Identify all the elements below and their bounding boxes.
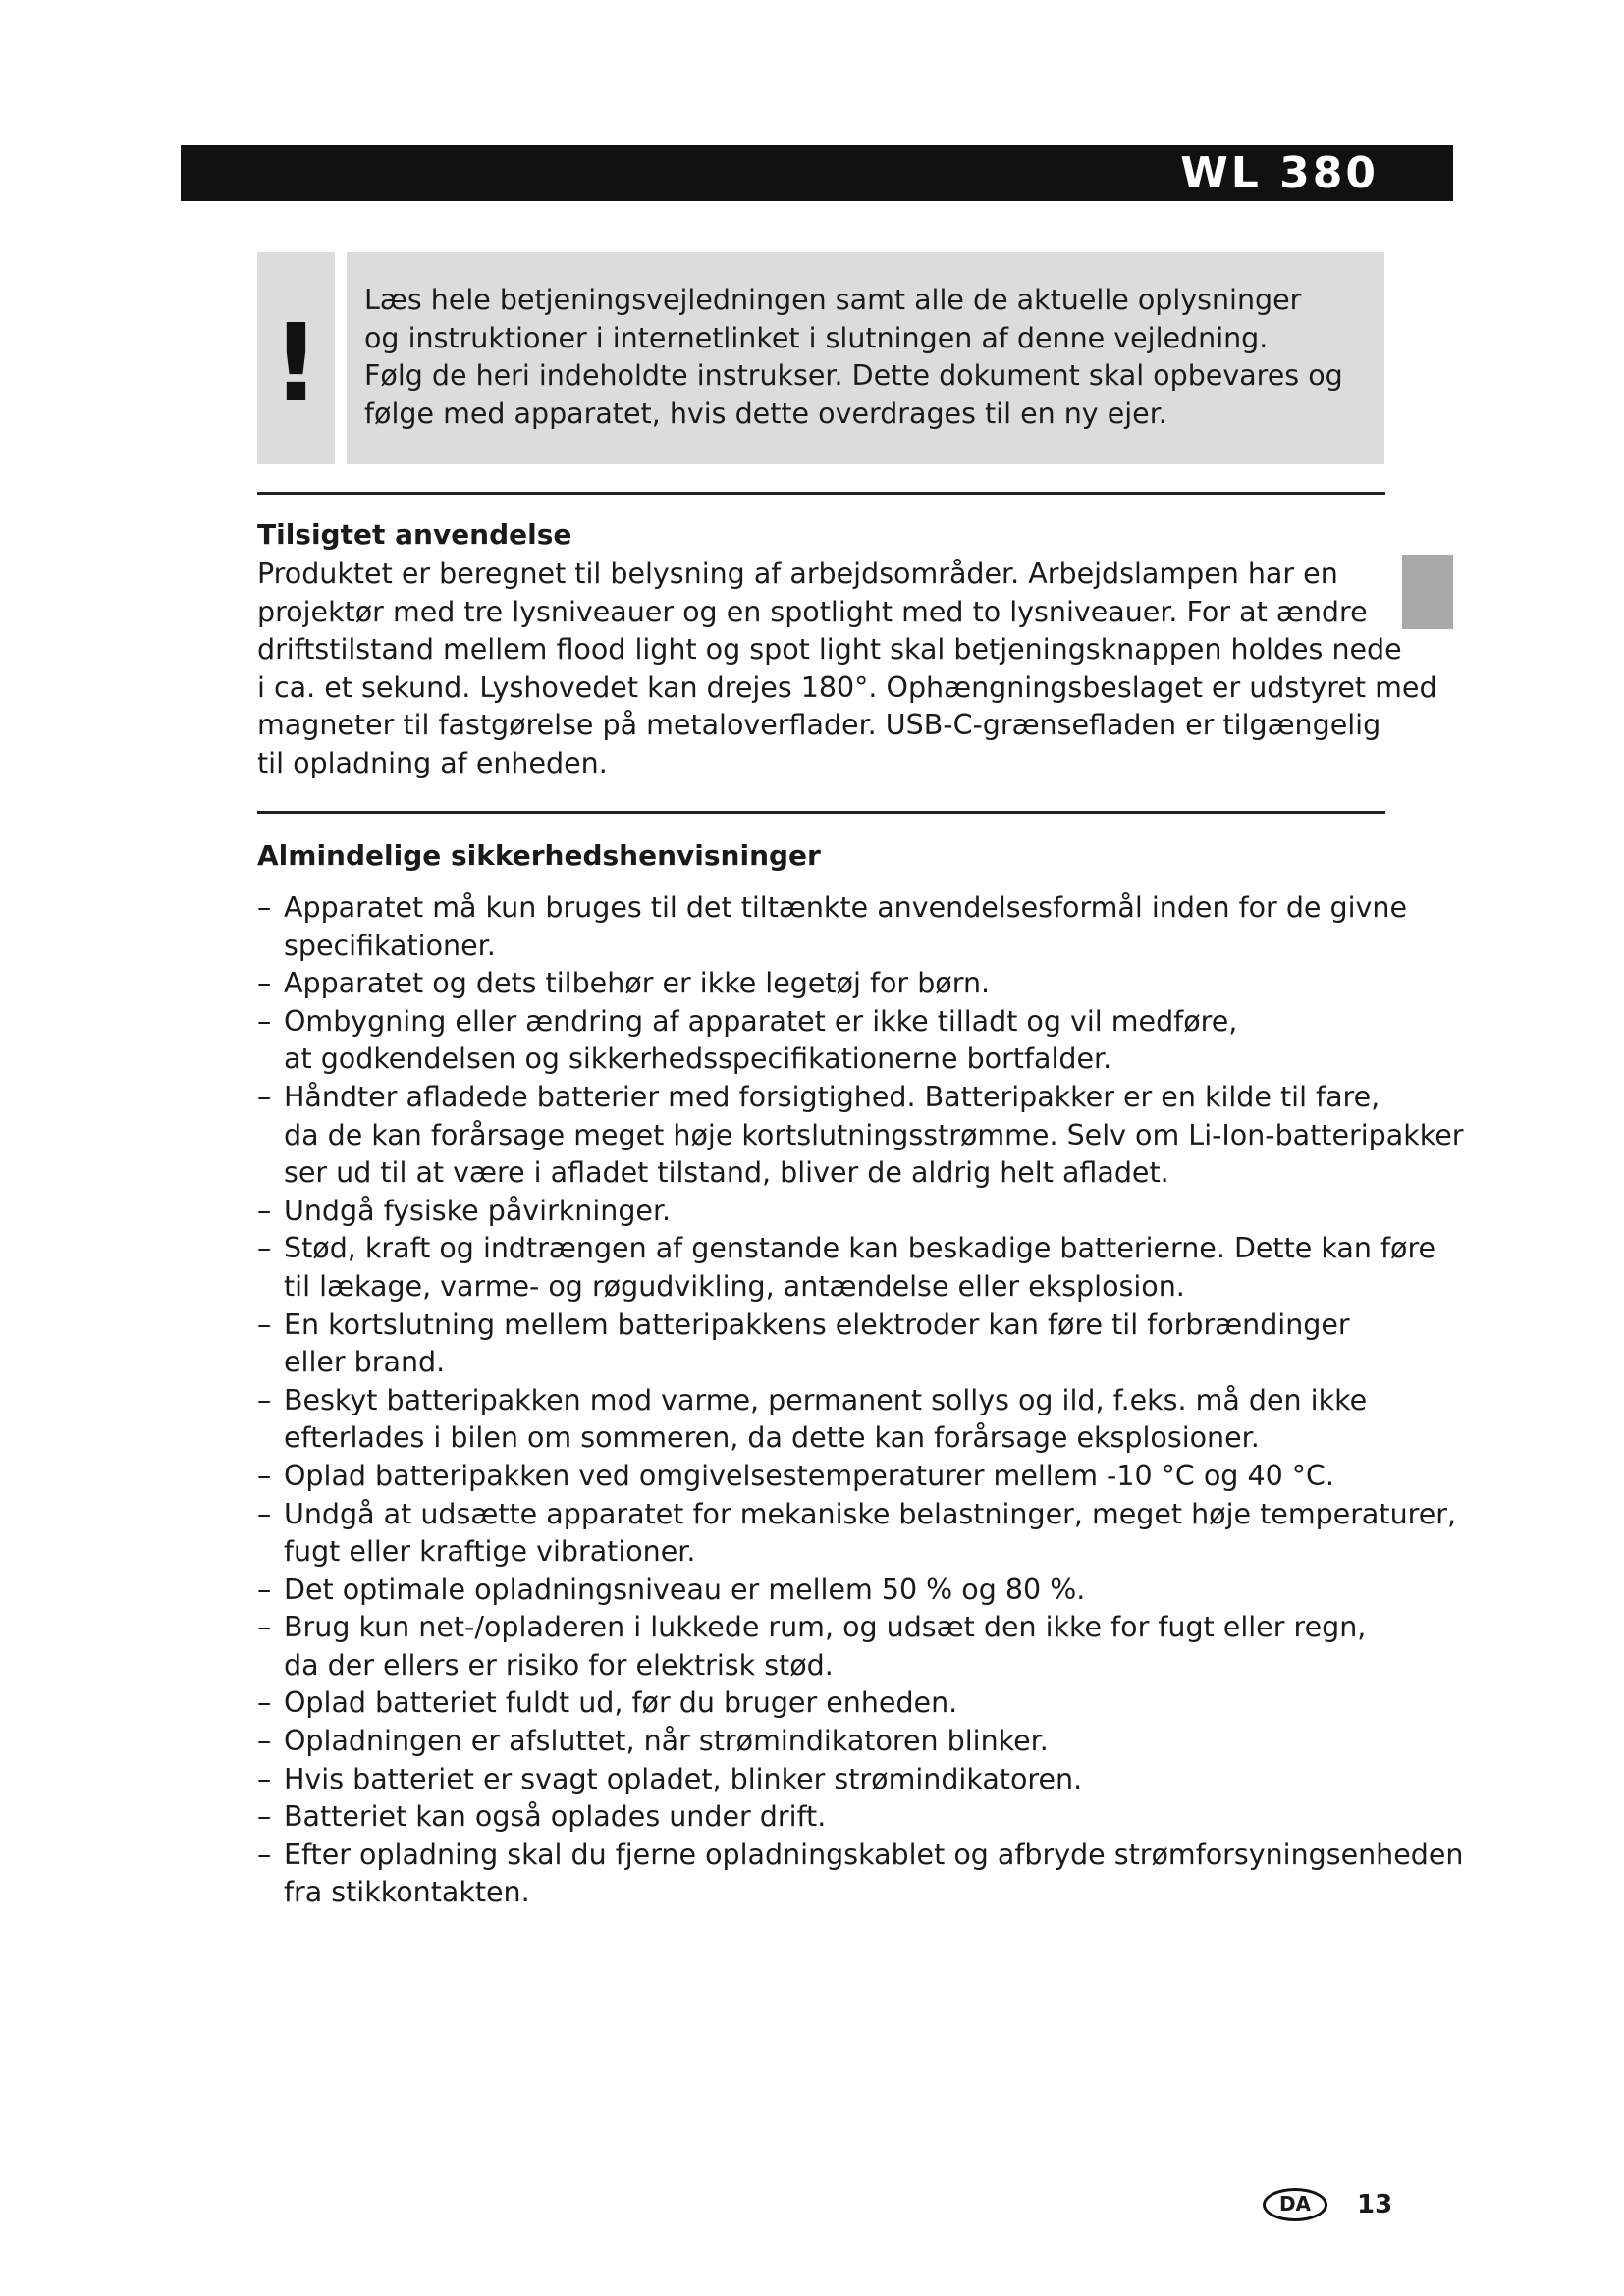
safety-item-line: Oplad batteriet fuldt ud, før du bruger enheden. xyxy=(284,1686,958,1720)
list-dash: – xyxy=(257,1459,272,1492)
safety-item xyxy=(257,1230,1436,1306)
list-dash: – xyxy=(257,967,272,1000)
safety-item xyxy=(257,1307,1396,1382)
list-dash: – xyxy=(257,1497,272,1530)
safety-item-line: Apparatet og dets tilbehør er ikke legetøj for børn. xyxy=(284,967,991,1000)
safety-item-line: til lækage, varme- og røgudvikling, antændelse eller eksplosion. xyxy=(284,1269,1185,1303)
safety-item-line: efterlades i bilen om sommeren, da dette kan forårsage eksplosioner. xyxy=(284,1421,1260,1455)
safety-item-line: Undgå fysiske påvirkninger. xyxy=(284,1194,672,1227)
notice-line: Følg de heri indeholdte instrukser. Dette dokument skal opbevares og xyxy=(364,359,1343,392)
safety-item xyxy=(257,1837,1464,1912)
paragraph-line: projektør med tre lysniveauer og en spotlight med to lysniveauer. For at ændre xyxy=(257,595,1368,628)
safety-item-line: Efter opladning skal du fjerne opladningskablet og afbryde strømforsyningsenheden xyxy=(284,1838,1464,1871)
list-dash: – xyxy=(257,1762,272,1795)
safety-item xyxy=(257,1458,1396,1496)
intended-use-heading: Tilsigtet anvendelse xyxy=(257,518,572,551)
safety-item xyxy=(257,1723,1396,1761)
language-badge: DA xyxy=(1263,2188,1327,2221)
safety-item xyxy=(257,1079,1464,1193)
notice-box xyxy=(347,252,1384,464)
list-dash: – xyxy=(257,1838,272,1871)
list-dash: – xyxy=(257,1232,272,1265)
list-dash: – xyxy=(257,1573,272,1606)
paragraph-line: i ca. et sekund. Lyshovedet kan drejes 180°. Ophængningsbeslaget er udstyret med xyxy=(257,670,1437,704)
safety-item xyxy=(257,1496,1457,1572)
safety-item-line: da der ellers er risiko for elektrisk stød. xyxy=(284,1648,834,1682)
safety-item-line: da de kan forårsage meget høje kortslutningsstrømme. Selv om Li-Ion-batteripakker xyxy=(284,1118,1464,1151)
safety-item xyxy=(257,1193,1396,1231)
header-bar xyxy=(181,145,1453,201)
paragraph-line: magneter til fastgørelse på metaloverflader. USB-C-grænsefladen er tilgængelig xyxy=(257,709,1381,742)
safety-item xyxy=(257,889,1407,965)
paragraph-line: driftstilstand mellem flood light og spot light skal betjeningsknappen holdes nede xyxy=(257,633,1402,667)
safety-item-line: Stød, kraft og indtrængen af genstande kan beskadige batterierne. Dette kan føre xyxy=(284,1232,1436,1265)
safety-item-line: Ombygning eller ændring af apparatet er ikke tilladt og vil medføre, xyxy=(284,1004,1238,1038)
list-dash: – xyxy=(257,891,272,924)
list-dash: – xyxy=(257,1383,272,1416)
safety-item-line: En kortslutning mellem batteripakkens elektroder kan føre til forbrændinger xyxy=(284,1308,1350,1341)
section-divider xyxy=(257,492,1385,495)
safety-item xyxy=(257,1382,1396,1458)
list-dash: – xyxy=(257,1080,272,1113)
list-dash: – xyxy=(257,1686,272,1720)
list-dash: – xyxy=(257,1725,272,1758)
safety-item-line: fra stikkontakten. xyxy=(284,1876,530,1909)
paragraph-line: til opladning af enheden. xyxy=(257,746,608,779)
safety-item xyxy=(257,1761,1396,1799)
page-number: 13 xyxy=(1357,2190,1393,2219)
safety-item xyxy=(257,965,1396,1003)
paragraph-line: Produktet er beregnet til belysning af arbejdsområder. Arbejdslampen har en xyxy=(257,558,1338,590)
safety-item-line: Hvis batteriet er svagt opladet, blinker strømindikatoren. xyxy=(284,1762,1083,1795)
safety-item-line: fugt eller kraftige vibrationer. xyxy=(284,1535,696,1569)
safety-item-line: at godkendelsen og sikkerhedsspecifikationerne bortfalder. xyxy=(284,1042,1112,1076)
safety-item-line: Brug kun net-/opladeren i lukkede rum, og udsæt den ikke for fugt eller regn, xyxy=(284,1611,1367,1644)
safety-item xyxy=(257,1572,1396,1610)
notice-line: Læs hele betjeningsvejledningen samt alle de aktuelle oplysninger xyxy=(364,284,1302,316)
safety-item-line: Håndter afladede batterier med forsigtighed. Batteripakker er en kilde til fare, xyxy=(284,1080,1380,1113)
section-divider xyxy=(257,811,1385,814)
safety-item xyxy=(257,1798,1396,1837)
chapter-tab xyxy=(1402,555,1453,629)
exclamation-icon: ! xyxy=(271,300,321,426)
list-dash: – xyxy=(257,1800,272,1834)
safety-item-line: ser ud til at være i afladet tilstand, bliver de aldrig helt afladet. xyxy=(284,1156,1169,1190)
list-dash: – xyxy=(257,1194,272,1227)
list-dash: – xyxy=(257,1004,272,1038)
notice-line: følge med apparatet, hvis dette overdrages til en ny ejer. xyxy=(364,397,1167,430)
safety-item-line: Undgå at udsætte apparatet for mekaniske belastninger, meget høje temperaturer, xyxy=(284,1497,1457,1530)
safety-item-line: Oplad batteripakken ved omgivelsestemperaturer mellem -10 °C og 40 °C. xyxy=(284,1459,1334,1492)
safety-item-line: specifikationer. xyxy=(284,929,496,962)
intended-use-text xyxy=(257,556,1437,783)
safety-heading: Almindelige sikkerhedshenvisninger xyxy=(257,839,821,872)
model-title: WL 380 xyxy=(1180,148,1379,198)
notice-line: og instruktioner i internetlinket i slutningen af denne vejledning. xyxy=(364,321,1269,354)
safety-item-line: Batteriet kan også oplades under drift. xyxy=(284,1800,827,1834)
safety-item-line: eller brand. xyxy=(284,1346,446,1379)
list-dash: – xyxy=(257,1611,272,1644)
safety-item xyxy=(257,1003,1396,1079)
safety-item-line: Apparatet må kun bruges til det tiltænkte anvendelsesformål inden for de givne xyxy=(284,891,1407,924)
safety-list xyxy=(257,889,1464,1912)
safety-item-line: Det optimale opladningsniveau er mellem 50 % og 80 %. xyxy=(284,1573,1086,1606)
safety-item-line: Beskyt batteripakken mod varme, permanent sollys og ild, f.eks. må den ikke xyxy=(284,1383,1368,1416)
safety-item-line: Opladningen er afsluttet, når strømindikatoren blinker. xyxy=(284,1725,1049,1758)
safety-item xyxy=(257,1684,1396,1723)
list-dash: – xyxy=(257,1308,272,1341)
safety-item xyxy=(257,1609,1396,1684)
warning-icon xyxy=(257,252,335,464)
notice-text xyxy=(364,282,1366,433)
